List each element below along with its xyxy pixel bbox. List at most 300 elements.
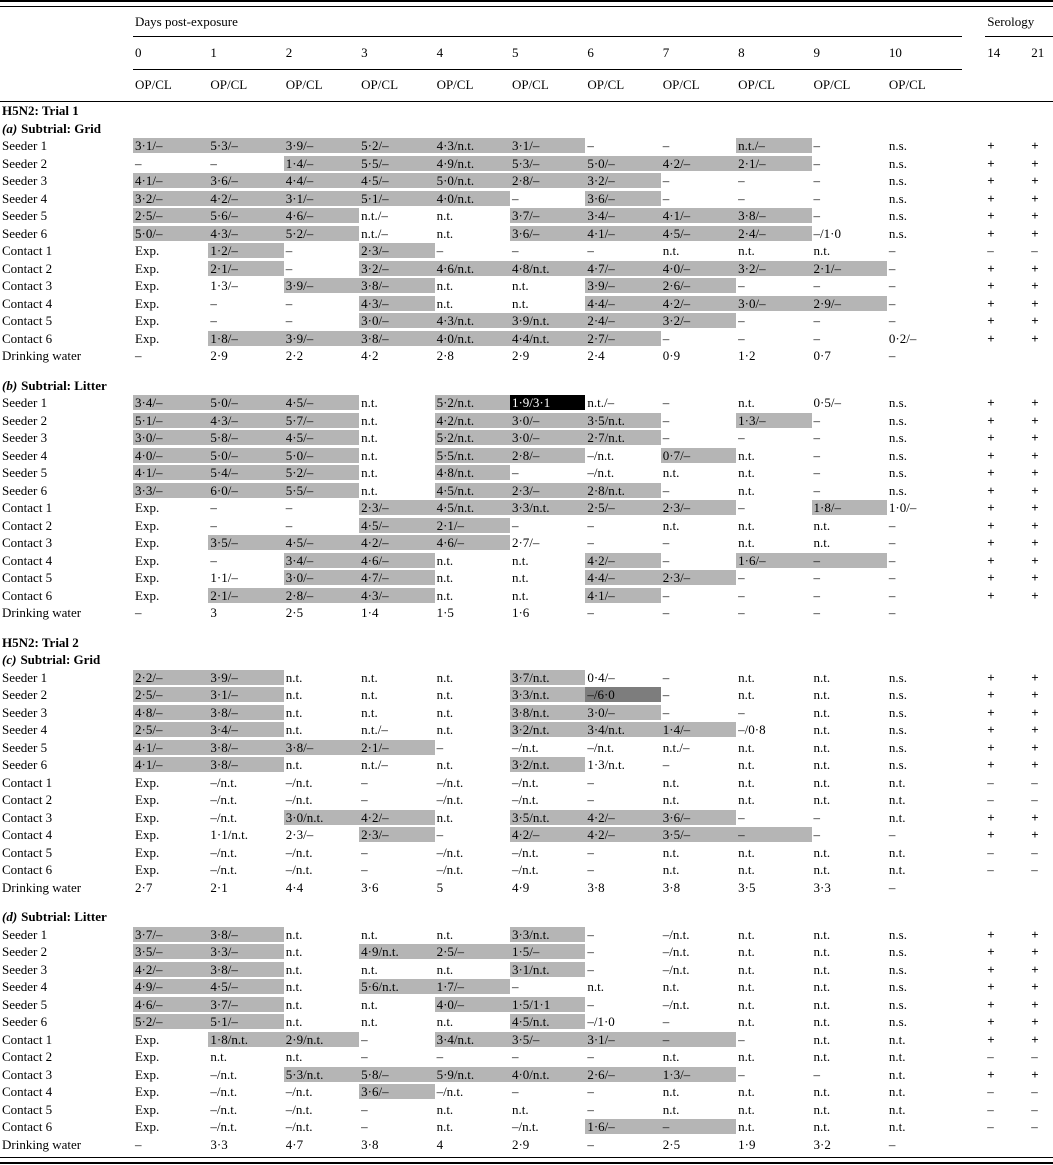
serology-cell: + — [987, 687, 995, 703]
titre-cell: 2·1 — [210, 879, 228, 895]
serology-cell — [1029, 347, 1053, 365]
titre-cell: 2·8/– — [510, 447, 585, 465]
column-spacer — [962, 242, 985, 260]
serology-cell: + — [987, 827, 995, 843]
titre-cell: n.t. — [738, 739, 755, 755]
serology-cell: + — [1031, 447, 1039, 463]
titre-cell: n.t. — [738, 687, 755, 703]
column-spacer — [962, 587, 985, 605]
table-row — [0, 704, 1053, 722]
titre-cell: 3·8 — [361, 1136, 379, 1152]
titre-cell: n.s. — [888, 739, 907, 755]
titre-cell: – — [662, 687, 670, 703]
titre-cell: 4·4/n.t. — [510, 330, 585, 348]
titre-cell: 4·2/– — [208, 190, 283, 208]
titre-cell: – — [738, 809, 745, 825]
titre-cell: n.t. — [436, 295, 454, 311]
titre-cell: n.t. — [361, 412, 378, 428]
titre-cell: 2·9/– — [812, 295, 887, 313]
titre-cell: –/n.t. — [662, 944, 690, 960]
serology-cell: + — [987, 225, 995, 241]
titre-cell: n.t. — [738, 1101, 755, 1117]
titre-cell: n.t. — [436, 1119, 454, 1135]
titre-cell: 1·5/– — [510, 943, 585, 961]
titre-cell: n.t. — [813, 535, 831, 551]
titre-cell: 0·2/– — [888, 330, 917, 346]
titre-cell: n.t. — [361, 961, 378, 977]
titre-cell: Exp. — [135, 552, 160, 568]
titre-cell: 1·8/– — [208, 330, 283, 348]
titre-cell: n.t. — [813, 1049, 831, 1065]
row-label: Seeder 3 — [2, 430, 48, 446]
serology-cell: + — [987, 1031, 995, 1047]
titre-cell: 3·1/n.t. — [510, 961, 585, 979]
titre-cell: 4·2/– — [359, 534, 434, 552]
titre-cell: n.t. — [738, 669, 755, 685]
titre-cell: – — [813, 482, 821, 498]
serology-cell: – — [987, 862, 994, 878]
titre-cell: 3·5 — [738, 879, 756, 895]
serology-cell: + — [987, 138, 995, 154]
titre-cell: – — [587, 862, 594, 878]
titre-cell: 4·3/– — [208, 225, 283, 243]
titre-cell: 4·7 — [285, 1136, 304, 1152]
titre-cell: n.t. — [813, 517, 831, 533]
titre-cell: –/n.t. — [210, 809, 238, 825]
titre-cell: – — [888, 1136, 896, 1152]
titre-cell: n.t. — [813, 792, 831, 808]
titre-cell: n.t. — [888, 862, 906, 878]
titre-cell: 3·8/– — [208, 961, 283, 979]
table-row — [0, 791, 1053, 809]
titre-cell: 4·7/– — [585, 260, 660, 278]
titre-cell: – — [285, 295, 293, 311]
titre-cell: – — [813, 138, 821, 154]
column-spacer — [962, 943, 985, 961]
titre-cell: 3·8/– — [359, 330, 434, 348]
titre-cell: n.s. — [888, 687, 907, 703]
serology-cell: + — [987, 500, 995, 516]
column-spacer — [962, 190, 985, 208]
titre-cell: – — [587, 944, 594, 960]
titre-cell: 1·6/– — [736, 552, 811, 570]
titre-cell: –/0·8 — [738, 722, 766, 738]
titre-cell: 1·2 — [738, 348, 756, 364]
serology-cell: – — [987, 1101, 994, 1117]
day-column-header: 4 — [435, 37, 510, 70]
days-post-exposure-group-header: Days post-exposure — [133, 7, 962, 37]
titre-cell: 4·9/n.t. — [435, 155, 510, 173]
serology-cell: + — [987, 412, 995, 428]
corner-cell — [0, 7, 133, 37]
titre-cell: 3·8 — [662, 879, 681, 895]
titre-cell: n.t. — [813, 944, 831, 960]
titre-cell: n.t. — [738, 535, 755, 551]
titre-cell: 4·3/– — [359, 295, 434, 313]
column-spacer — [962, 844, 985, 862]
serology-cell: + — [1031, 313, 1039, 329]
titre-cell: n.t. — [738, 944, 755, 960]
serology-cell: + — [987, 926, 995, 942]
titre-cell: 4·2/– — [585, 809, 660, 827]
day-column-header: 2 — [284, 37, 359, 70]
serology-cell: + — [1031, 430, 1039, 446]
table-row — [0, 225, 1053, 243]
column-spacer — [962, 961, 985, 979]
titre-cell: 3·2/n.t. — [510, 721, 585, 739]
titre-cell: n.s. — [888, 208, 907, 224]
day-column-header: 3 — [359, 37, 434, 70]
titre-cell: 5·9/n.t. — [435, 1066, 510, 1084]
titre-cell: –/n.t. — [662, 926, 690, 942]
titre-cell: 5·2/n.t. — [435, 394, 510, 412]
titre-cell: 5·3/n.t. — [284, 1066, 359, 1084]
titre-cell: – — [587, 1084, 594, 1100]
table-top-rule — [0, 0, 1053, 7]
row-label: Contact 4 — [2, 827, 53, 843]
titre-cell: – — [361, 844, 368, 860]
serology-cell: + — [1031, 208, 1039, 224]
titre-cell: n.t. — [436, 1101, 454, 1117]
titre-cell: – — [888, 827, 896, 843]
row-label: Contact 6 — [2, 862, 53, 878]
titre-cell: 1·1/n.t. — [210, 827, 248, 843]
titre-cell: 3·2/– — [133, 190, 208, 208]
serology-cell — [1029, 879, 1053, 897]
titre-cell: Exp. — [135, 844, 160, 860]
titre-cell: n.t. — [813, 996, 831, 1012]
column-spacer — [962, 394, 985, 412]
titre-cell: 1·1/– — [210, 570, 238, 586]
titre-cell: 3·0/– — [284, 569, 359, 587]
row-label: Seeder 6 — [2, 1014, 48, 1030]
titre-cell: n.t. — [813, 1101, 831, 1117]
row-label: Seeder 4 — [2, 447, 48, 463]
serology-cell: + — [987, 313, 995, 329]
column-spacer — [962, 482, 985, 500]
titre-cell: 4·0/– — [435, 996, 510, 1014]
table-row — [0, 978, 1053, 996]
column-spacer — [962, 1101, 985, 1119]
titre-cell: – — [738, 500, 745, 516]
titre-cell: – — [511, 1084, 519, 1100]
titre-cell: n.s. — [888, 996, 907, 1012]
titre-cell: –/n.t. — [210, 844, 238, 860]
column-spacer — [962, 926, 985, 944]
titre-cell: n.t. — [738, 1049, 755, 1065]
titre-cell: 2·9/n.t. — [284, 1031, 359, 1049]
titre-cell: – — [662, 412, 670, 428]
titre-cell: n.t. — [511, 1101, 529, 1117]
titre-cell: 5·0/– — [585, 155, 660, 173]
serology-cell: – — [1031, 243, 1038, 259]
row-label: Contact 1 — [2, 1031, 53, 1047]
titre-cell: n.t. — [813, 961, 831, 977]
titre-cell: 5·0/n.t. — [435, 172, 510, 190]
row-label: Seeder 2 — [2, 687, 48, 703]
titre-cell: 5·2/n.t. — [435, 429, 510, 447]
serology-cell: + — [987, 961, 995, 977]
titre-cell: 4·8/n.t. — [435, 464, 510, 482]
titre-cell: n.t. — [511, 295, 529, 311]
serology-cell: + — [987, 552, 995, 568]
titre-cell: Exp. — [135, 862, 160, 878]
serology-cell: + — [987, 669, 995, 685]
serology-cell: + — [987, 996, 995, 1012]
titre-cell: – — [210, 552, 217, 568]
column-spacer — [962, 1083, 985, 1101]
titre-cell: n.s. — [888, 225, 907, 241]
serology-cell — [985, 879, 1029, 897]
titre-cell: 1·7/– — [435, 978, 510, 996]
titre-cell: 5·5/– — [359, 155, 434, 173]
serology-cell: + — [987, 330, 995, 346]
table-row — [0, 499, 1053, 517]
titre-cell: Exp. — [135, 535, 160, 551]
row-label: Seeder 2 — [2, 155, 48, 171]
titre-cell: n.t. — [662, 243, 680, 259]
serology-cell: + — [1031, 722, 1039, 738]
titre-cell: – — [361, 1119, 368, 1135]
column-spacer — [962, 330, 985, 348]
titre-cell: – — [813, 278, 821, 294]
titre-cell: 2·1/– — [736, 155, 811, 173]
titre-cell: 4·4 — [285, 879, 304, 895]
row-label: Contact 3 — [2, 809, 53, 825]
table-row — [0, 330, 1053, 348]
titre-cell: – — [738, 173, 745, 189]
subtrial-title: Subtrial: Litter — [21, 377, 107, 393]
column-spacer — [962, 347, 985, 365]
titre-cell: – — [587, 517, 594, 533]
column-spacer — [962, 499, 985, 517]
titre-cell: n.t. — [285, 979, 303, 995]
titre-cell: – — [888, 348, 896, 364]
table-row — [0, 1118, 1053, 1136]
titre-cell: 3 — [210, 605, 217, 621]
titre-cell: – — [813, 1066, 821, 1082]
column-spacer — [962, 447, 985, 465]
titre-cell: n.s. — [888, 482, 907, 498]
titre-cell: – — [738, 605, 745, 621]
titre-cell: n.t. — [888, 1031, 906, 1047]
titre-cell: n.t. — [361, 465, 378, 481]
titre-cell: 3·3 — [210, 1136, 228, 1152]
titre-cell: n.s. — [888, 704, 907, 720]
table-row — [0, 312, 1053, 330]
titre-cell: 5·0/– — [208, 394, 283, 412]
day-column-header: 6 — [585, 37, 660, 70]
titre-cell: 3·2 — [813, 1136, 831, 1152]
titre-cell: –/n.t. — [210, 774, 238, 790]
titre-cell: 2·8/n.t. — [585, 482, 660, 500]
titre-cell: 2·4/– — [585, 312, 660, 330]
titre-cell: 4·5/n.t. — [435, 499, 510, 517]
titre-cell: n.t./– — [361, 722, 388, 738]
titre-cell: 3·3/– — [208, 943, 283, 961]
section-gap — [0, 896, 1053, 908]
titre-cell: 5·8/– — [359, 1066, 434, 1084]
titre-cell: 4·1/– — [585, 225, 660, 243]
subtrial-letter: (b) — [2, 377, 18, 393]
titre-cell: 0·7 — [813, 348, 831, 364]
row-label: Seeder 2 — [2, 412, 48, 428]
row-label-spacer — [0, 37, 133, 70]
titre-cell: n.t. — [738, 482, 755, 498]
titre-cell: – — [662, 669, 670, 685]
titre-cell: – — [285, 260, 293, 276]
titre-cell: n.t. — [285, 961, 303, 977]
serology-group-header: Serology — [985, 7, 1053, 37]
titre-cell: 5·2/– — [284, 464, 359, 482]
titre-cell: 3·5/– — [510, 1031, 585, 1049]
titre-cell: n.t. — [511, 552, 529, 568]
titre-cell: 2·7 — [135, 879, 153, 895]
titre-cell: – — [813, 330, 821, 346]
serology-cell: + — [1031, 138, 1039, 154]
titre-cell: 4·3/– — [208, 412, 283, 430]
titre-cell: 4·9 — [511, 879, 530, 895]
titre-cell: 4·3/n.t. — [435, 137, 510, 155]
titre-cell: n.t. — [662, 979, 680, 995]
serology-column-header: 21 — [1031, 45, 1045, 60]
table-row — [0, 669, 1053, 687]
subtrial-title: Subtrial: Litter — [21, 909, 107, 924]
titre-cell: – — [813, 809, 821, 825]
trial-heading: H5N2: Trial 2 — [2, 634, 79, 650]
sample-type-header: OP/CL — [511, 77, 549, 92]
serology-cell: + — [1031, 996, 1039, 1012]
column-spacer — [962, 312, 985, 330]
table-row — [0, 295, 1053, 313]
column-spacer — [962, 861, 985, 879]
row-label-spacer — [0, 69, 133, 101]
titre-cell: 2·1/– — [435, 517, 510, 535]
titre-cell: 3·8/– — [208, 756, 283, 774]
titre-cell: 3·4/– — [284, 552, 359, 570]
titre-cell: 3·8/n.t. — [510, 704, 585, 722]
titre-cell: Exp. — [135, 295, 160, 311]
titre-cell: 2·6/– — [661, 277, 736, 295]
titre-cell: 2·7/– — [585, 330, 660, 348]
titre-cell: –/1·0 — [587, 1014, 615, 1030]
titre-cell: 1·8/n.t. — [208, 1031, 283, 1049]
titre-cell: – — [587, 1049, 594, 1065]
serology-cell: + — [987, 278, 995, 294]
titre-cell: 2·9 — [511, 348, 530, 364]
titre-cell: 3·8/– — [208, 704, 283, 722]
column-spacer — [962, 295, 985, 313]
titre-cell: –/n.t. — [587, 447, 615, 463]
column-spacer — [962, 756, 985, 774]
titre-cell: 4·2/– — [585, 552, 660, 570]
titre-cell: n.t./– — [587, 395, 615, 411]
titre-cell: 2·1/– — [208, 587, 283, 605]
column-spacer — [962, 774, 985, 792]
titre-cell: Exp. — [135, 827, 160, 843]
serology-cell: – — [1031, 1101, 1038, 1117]
titre-cell: 3·5/– — [133, 943, 208, 961]
serology-cell: + — [987, 260, 995, 276]
titre-cell: 5·0/– — [133, 225, 208, 243]
serology-cell: – — [987, 1084, 994, 1100]
titre-cell: –/n.t. — [210, 792, 238, 808]
titre-cell: 1·6/– — [585, 1118, 660, 1136]
titre-cell: n.t. — [436, 587, 454, 603]
row-label: Contact 2 — [2, 792, 53, 808]
serology-cell: + — [1031, 535, 1039, 551]
serology-cell: – — [987, 792, 994, 808]
row-label: Contact 3 — [2, 535, 53, 551]
row-label: Seeder 4 — [2, 190, 48, 206]
titre-cell: n.t. — [813, 1119, 831, 1135]
row-label: Seeder 5 — [2, 996, 48, 1012]
titre-cell: 1·4 — [361, 605, 379, 621]
titre-cell: – — [587, 792, 594, 808]
titre-cell: – — [736, 826, 811, 844]
titre-cell: –/n.t. — [511, 862, 539, 878]
titre-cell: 0·7/– — [661, 447, 736, 465]
titre-cell: 3·4/n.t. — [585, 721, 660, 739]
titre-cell: – — [511, 979, 519, 995]
table-row — [0, 879, 1053, 897]
titre-cell: – — [511, 517, 519, 533]
titre-cell: 3·0/– — [510, 429, 585, 447]
titre-cell: 3·6/– — [510, 225, 585, 243]
titre-cell: n.t. — [662, 844, 680, 860]
row-label: Contact 5 — [2, 313, 53, 329]
titre-cell: 5·1/– — [133, 412, 208, 430]
table-row — [0, 756, 1053, 774]
titre-cell: – — [511, 1049, 519, 1065]
titre-cell: 4·4/– — [284, 172, 359, 190]
serology-cell: – — [987, 1119, 994, 1135]
table-row — [0, 1136, 1053, 1154]
titre-cell: – — [738, 313, 745, 329]
titre-cell: 3·8/– — [208, 739, 283, 757]
titre-cell: – — [662, 138, 670, 154]
column-spacer — [962, 791, 985, 809]
serology-cell: + — [1031, 482, 1039, 498]
titre-cell: 5·6/n.t. — [359, 978, 434, 996]
titre-cell: n.t. — [436, 278, 454, 294]
titre-cell: n.t. — [361, 1014, 378, 1030]
row-label: Contact 4 — [2, 295, 53, 311]
serology-cell: + — [1031, 687, 1039, 703]
titre-cell: Exp. — [135, 587, 160, 603]
titre-cell: – — [813, 190, 821, 206]
row-label: Seeder 3 — [2, 704, 48, 720]
day-column-header: 0 — [133, 37, 208, 70]
titre-cell: 1·8/– — [812, 499, 887, 517]
titre-cell: n.t. — [285, 704, 303, 720]
titre-cell: 3·9/– — [208, 669, 283, 687]
titre-cell: 3·4/– — [133, 394, 208, 412]
titre-cell: n.s. — [888, 1014, 907, 1030]
day-column-header: 8 — [736, 37, 811, 70]
titre-cell: 2·3/– — [359, 826, 434, 844]
sample-type-header: OP/CL — [361, 77, 399, 92]
serology-cell: + — [987, 722, 995, 738]
titre-cell: 5·8/– — [208, 429, 283, 447]
row-label: Contact 1 — [2, 243, 53, 259]
titre-cell: 3·7/– — [133, 926, 208, 944]
subtrial-letter: (a) — [2, 120, 18, 136]
column-spacer — [962, 277, 985, 295]
titre-cell: 4·2 — [361, 348, 379, 364]
row-label: Seeder 1 — [2, 138, 48, 154]
sample-type-header: OP/CL — [436, 77, 474, 92]
